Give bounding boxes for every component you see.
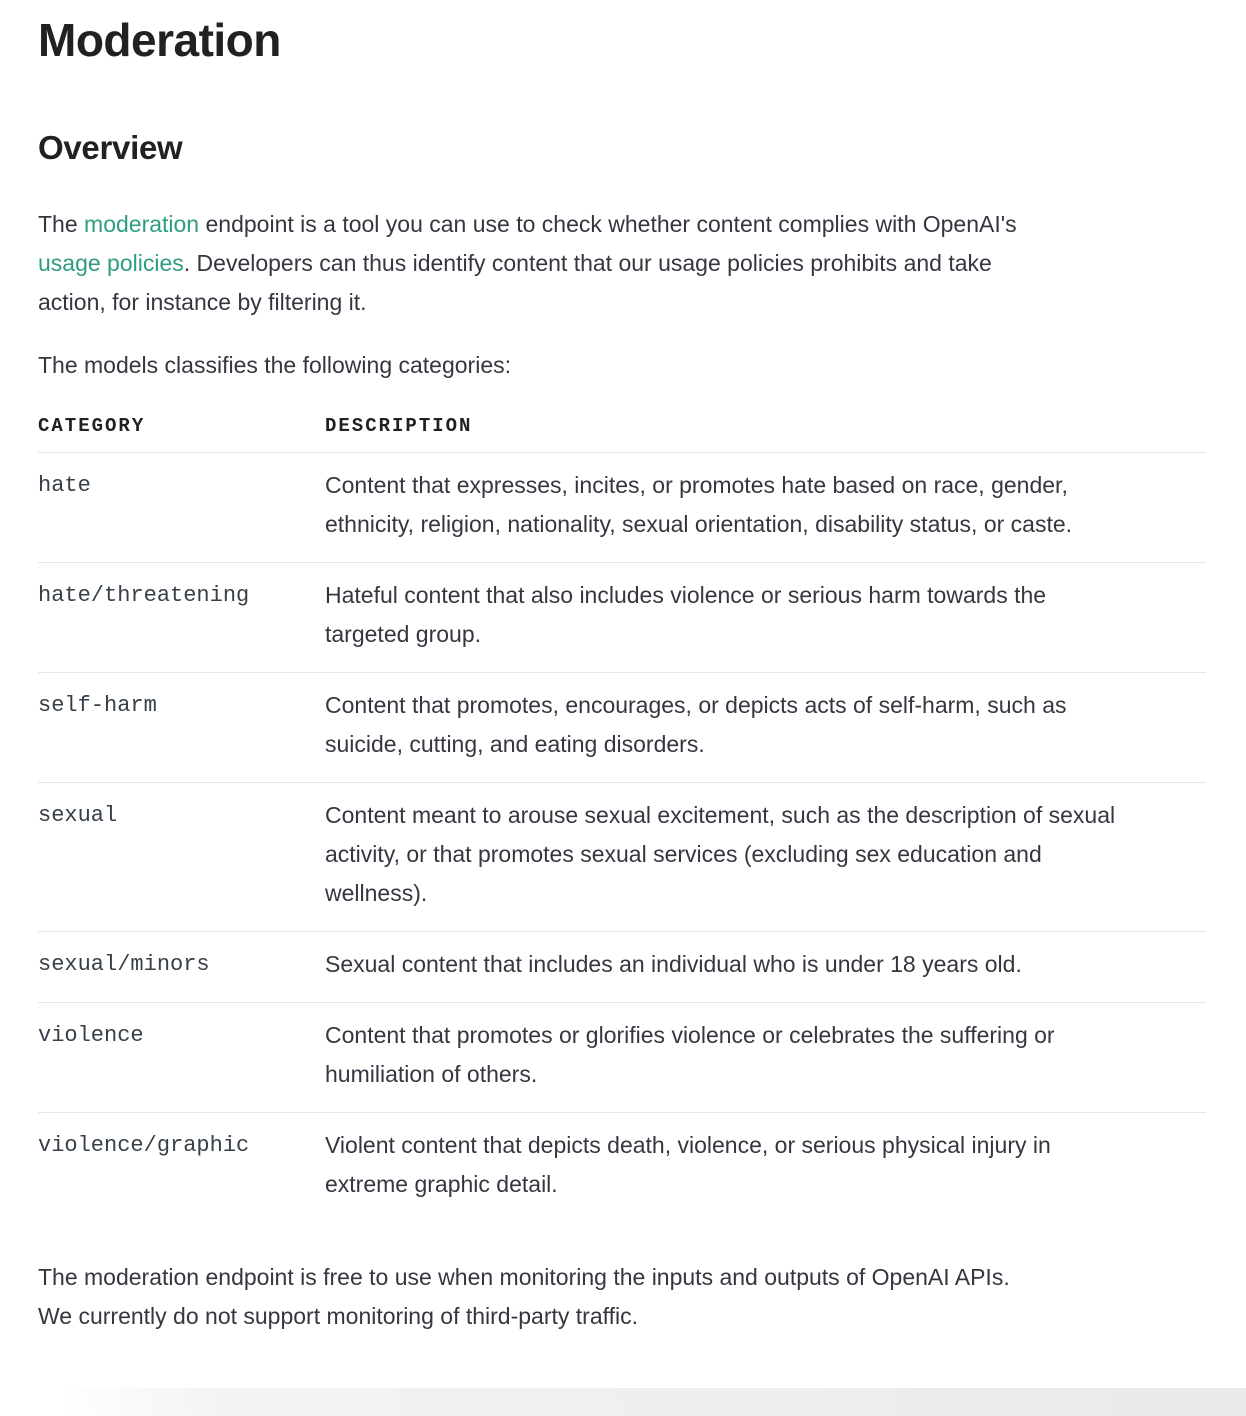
description-cell: Content that promotes, encourages, or depicts acts of self-harm, such as suicide, cutting, and eating disorders. — [325, 673, 1206, 783]
categories-intro: The models classifies the following categories: — [38, 352, 512, 378]
table-row-sexual-minors — [38, 932, 1206, 1003]
categories-table — [38, 415, 1206, 1222]
table-row-violence — [38, 1003, 1206, 1113]
table-row-hate-threatening — [38, 563, 1206, 673]
description-cell: Violent content that depicts death, violence, or serious physical injury in extreme graphic detail. — [325, 1132, 1051, 1197]
table-row-self-harm — [38, 673, 1206, 783]
footer-note: The moderation endpoint is free to use when monitoring the inputs and outputs of OpenAI APIs. We currently do not support monitoring of third-party traffic. — [38, 1264, 1010, 1329]
description-cell: Content that promotes or glorifies violence or celebrates the suffering or humiliation of others. — [325, 1003, 1206, 1113]
usage-policies-link[interactable]: usage policies — [38, 250, 184, 276]
category-cell: self-harm — [38, 673, 325, 783]
intro-text-2: endpoint is a tool you can use to check whether content complies with OpenAI's — [199, 211, 1017, 237]
bottom-scroll-shadow — [0, 1388, 1246, 1416]
column-header-description: DESCRIPTION — [325, 415, 1206, 453]
table-row-violence-graphic — [38, 1113, 1206, 1223]
description-cell: Sexual content that includes an individual who is under 18 years old. — [325, 932, 1206, 1003]
category-cell: violence/graphic — [38, 1133, 250, 1158]
category-cell: sexual — [38, 783, 325, 932]
description-cell: Content meant to arouse sexual excitement, such as the description of sexual activity, or that promotes sexual services (excluding sex education and wellness). — [325, 783, 1206, 932]
category-cell: hate/threatening — [38, 563, 325, 673]
table-row-sexual — [38, 783, 1206, 932]
intro-text-3: . Developers can thus identify content that our usage policies prohibits and take action, for instance by filtering it. — [38, 250, 992, 315]
section-heading-overview: Overview — [38, 129, 183, 166]
description-cell: Hateful content that also includes violence or serious harm towards the targeted group. — [325, 563, 1206, 673]
category-cell: violence — [38, 1003, 325, 1113]
intro-paragraph — [38, 205, 1038, 322]
page-title: Moderation — [38, 14, 281, 66]
description-cell: Content that expresses, incites, or promotes hate based on race, gender, ethnicity, religion, nationality, sexual orientation, disability status, or caste. — [325, 453, 1206, 563]
table-row-hate — [38, 453, 1206, 563]
moderation-link[interactable]: moderation — [84, 211, 200, 237]
column-header-category: CATEGORY — [38, 415, 325, 453]
intro-text-1: The — [38, 211, 85, 237]
table-header-row — [38, 415, 1206, 453]
category-cell: hate — [38, 453, 325, 563]
category-cell: sexual/minors — [38, 932, 325, 1003]
